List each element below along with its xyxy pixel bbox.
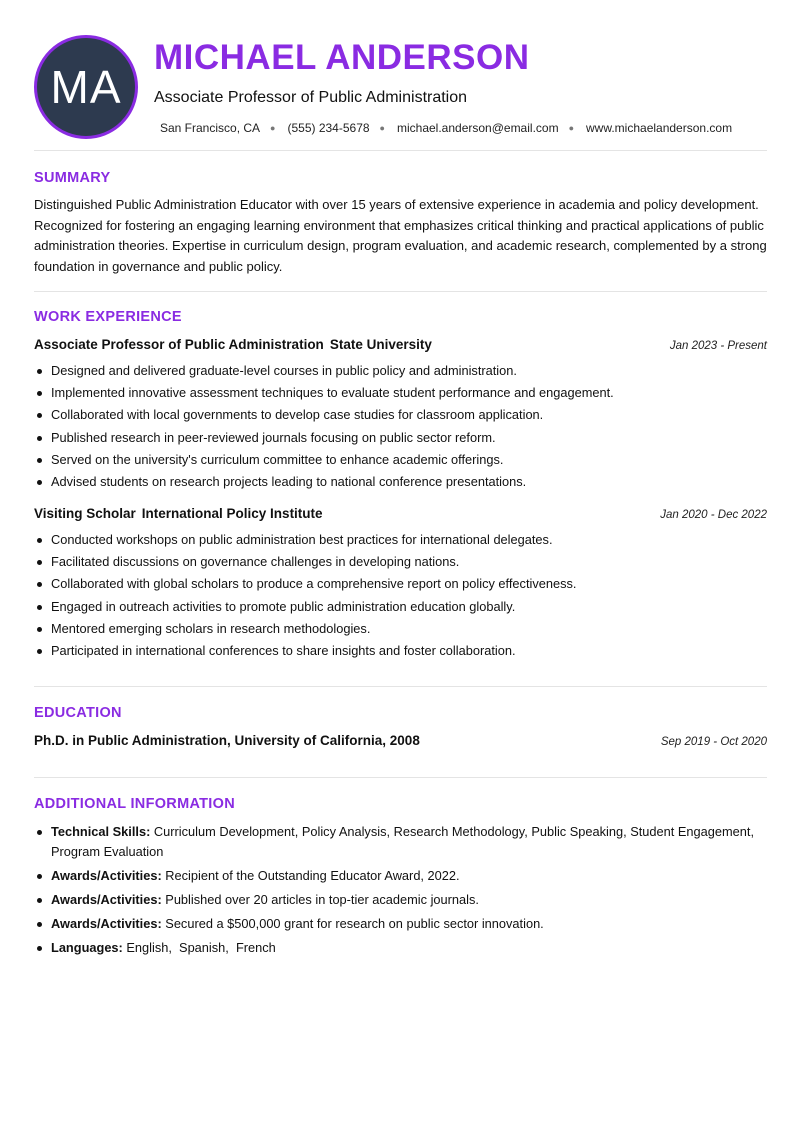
contact-location: San Francisco, CA	[160, 121, 261, 135]
job-title	[34, 337, 432, 352]
divider	[34, 777, 767, 778]
job-position: Associate Professor of Public Administration	[34, 337, 324, 352]
avatar-initials: MA	[50, 61, 122, 113]
job-date: Jan 2020 - Dec 2022	[660, 509, 767, 521]
job-header	[34, 506, 767, 521]
item-label: Awards/Activities:	[51, 891, 162, 907]
separator-dot-icon: ●	[270, 123, 276, 133]
list-item: Published research in peer-reviewed journals focusing on public sector reform.	[34, 427, 767, 449]
education-date: Sep 2019 - Oct 2020	[660, 736, 767, 748]
item-text: Curriculum Development, Policy Analysis, Research Methodology, Public Speaking, Student Engagement, Program Evaluation	[51, 824, 755, 859]
list-item: Implemented innovative assessment techniques to evaluate student performance and engagement.	[34, 382, 767, 404]
contact-website[interactable]: www.michaelanderson.com	[586, 121, 733, 135]
job-bullets	[34, 360, 767, 493]
education-degree: Ph.D. in Public Administration, University of California, 2008	[34, 733, 420, 748]
list-item: Collaborated with global scholars to produce a comprehensive report on policy effectiveness.	[34, 573, 767, 595]
list-item	[34, 938, 767, 958]
list-item	[34, 822, 767, 861]
list-item: Designed and delivered graduate-level courses in public policy and administration.	[34, 360, 767, 382]
separator-dot-icon: ●	[568, 123, 575, 133]
job-date: Jan 2023 - Present	[669, 340, 767, 352]
list-item	[34, 866, 767, 886]
item-text: English, Spanish, French	[126, 939, 276, 955]
list-item: Participated in international conferences to share insights and foster collaboration.	[34, 640, 767, 662]
work-experience-heading: WORK EXPERIENCE	[34, 309, 182, 325]
divider	[34, 686, 767, 687]
job-title	[34, 506, 323, 521]
list-item: Advised students on research projects leading to national conference presentations.	[34, 471, 767, 493]
item-text: Secured a $500,000 grant for research on public sector innovation.	[165, 915, 544, 931]
additional-info-heading: ADDITIONAL INFORMATION	[34, 796, 235, 812]
list-item: Collaborated with local governments to develop case studies for classroom application.	[34, 404, 767, 426]
item-label: Technical Skills:	[51, 824, 151, 839]
divider	[34, 150, 767, 151]
education-entry	[34, 733, 767, 748]
summary-heading: SUMMARY	[34, 170, 111, 186]
job-header	[34, 337, 767, 352]
item-text: Recipient of the Outstanding Educator Award, 2022.	[165, 867, 460, 883]
list-item	[34, 890, 767, 910]
list-item: Mentored emerging scholars in research methodologies.	[34, 618, 767, 640]
list-item: Conducted workshops on public administration best practices for international delegates.	[34, 529, 767, 551]
summary-text: Distinguished Public Administration Educator with over 15 years of extensive experience in academia and policy development. Recognized for fostering an engaging learning environment that emphasizes critical thinking and practical applications of public administration theories. Expertise in curriculum design, program evaluation, and academic research, complemented by a strong foundation in governance and public policy.	[34, 197, 767, 274]
candidate-title: Associate Professor of Public Administration	[154, 89, 468, 106]
job-bullets	[34, 529, 767, 662]
item-label: Languages:	[51, 939, 123, 955]
item-text: Published over 20 articles in top-tier academic journals.	[165, 891, 479, 907]
job-organization: State University	[329, 337, 432, 352]
list-item: Facilitated discussions on governance challenges in developing nations.	[34, 551, 767, 573]
list-item	[34, 914, 767, 934]
list-item: Engaged in outreach activities to promote public administration education globally.	[34, 596, 767, 618]
education-heading: EDUCATION	[34, 705, 122, 721]
contact-email[interactable]: michael.anderson@email.com	[396, 121, 559, 135]
job-position: Visiting Scholar	[34, 506, 136, 521]
list-item: Served on the university's curriculum committee to enhance academic offerings.	[34, 449, 767, 471]
contact-bar	[160, 121, 767, 135]
avatar	[34, 35, 138, 139]
job-organization: International Policy Institute	[141, 506, 323, 521]
additional-info-list	[34, 822, 767, 962]
item-label: Awards/Activities:	[51, 915, 162, 931]
candidate-name: MICHAEL ANDERSON	[154, 38, 530, 77]
separator-dot-icon: ●	[379, 123, 385, 133]
contact-phone: (555) 234-5678	[287, 121, 370, 135]
divider	[34, 291, 767, 292]
item-label: Awards/Activities:	[51, 867, 162, 883]
